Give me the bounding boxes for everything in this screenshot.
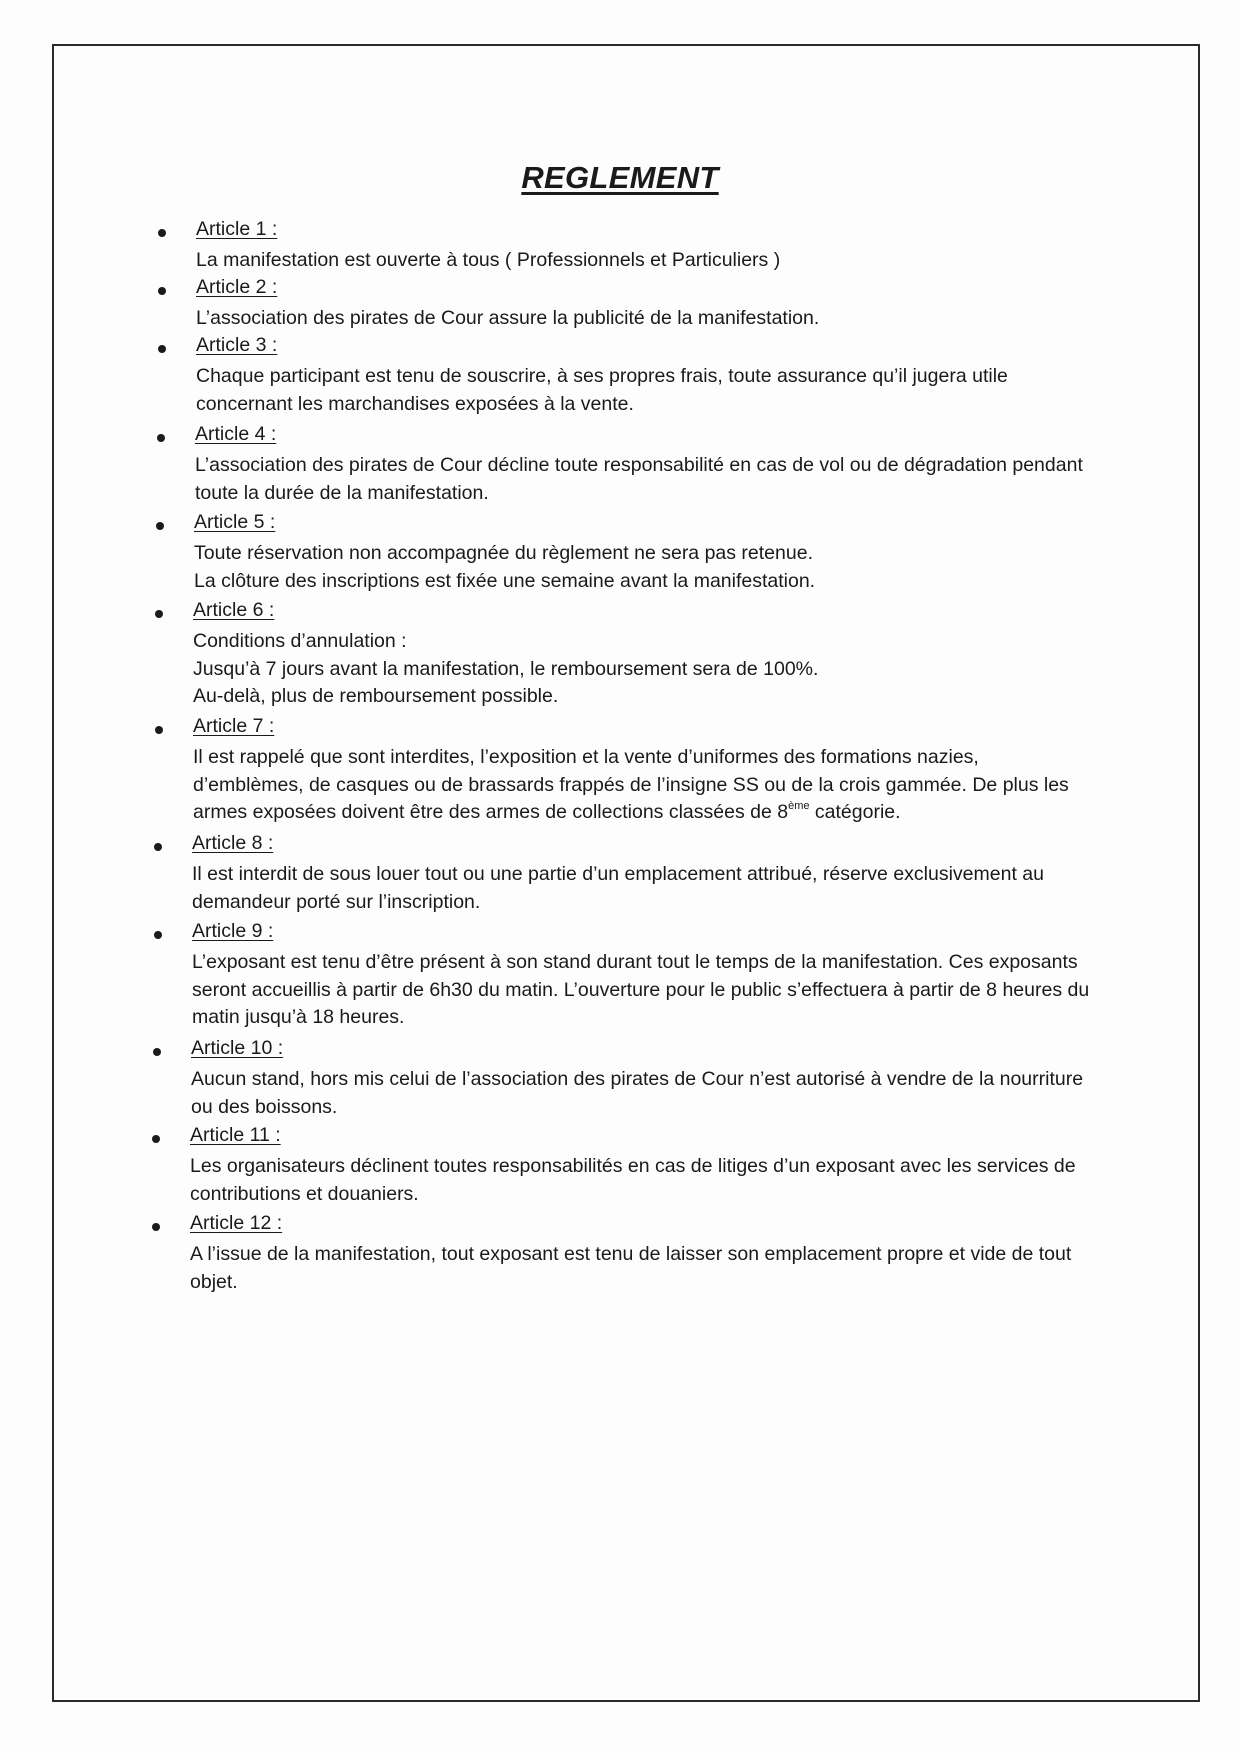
article-text-line: armes exposées doivent être des armes de collections classées de 8ème catégorie. bbox=[193, 799, 901, 823]
article-text-line: Jusqu’à 7 jours avant la manifestation, le remboursement sera de 100%. bbox=[193, 657, 819, 680]
article-heading: Article 1 : bbox=[196, 218, 278, 240]
bullet-icon bbox=[153, 1048, 161, 1056]
article-heading: Article 3 : bbox=[196, 334, 278, 356]
bullet-icon bbox=[152, 1223, 160, 1231]
article-text-line: toute la durée de la manifestation. bbox=[195, 481, 489, 504]
bullet-icon bbox=[154, 931, 162, 939]
article-text-line: matin jusqu’à 18 heures. bbox=[192, 1006, 405, 1028]
article-text-line: Aucun stand, hors mis celui de l’association des pirates de Cour n’est autorisé à vendre de la nourriture bbox=[191, 1068, 1084, 1090]
article-heading: Article 4 : bbox=[195, 423, 277, 445]
article-text-line: Il est interdit de sous louer tout ou une partie d’un emplacement attribué, réserve exclusivement au bbox=[192, 863, 1044, 885]
bullet-icon bbox=[152, 1135, 160, 1143]
article-text-line: L’exposant est tenu d’être présent à son stand durant tout le temps de la manifestation. Ces exposants bbox=[192, 951, 1078, 973]
article-heading: Article 12 : bbox=[190, 1212, 283, 1234]
bullet-icon bbox=[154, 843, 162, 851]
article-text-line: La clôture des inscriptions est fixée une semaine avant la manifestation. bbox=[194, 569, 816, 592]
article-text-line: La manifestation est ouverte à tous ( Professionnels et Particuliers ) bbox=[196, 249, 781, 271]
article-text-line: d’emblèmes, de casques ou de brassards frappés de l’insigne SS ou de la crois gammée. De plus les bbox=[193, 773, 1069, 796]
article-text-line: seront accueillis à partir de 6h30 du matin. L’ouverture pour le public s’effectuera à partir de 8 heures du bbox=[192, 978, 1090, 1001]
article-text-line: L’association des pirates de Cour décline toute responsabilité en cas de vol ou de dégradation pendant bbox=[195, 454, 1083, 476]
bullet-icon bbox=[156, 522, 164, 530]
article-heading: Article 6 : bbox=[193, 599, 275, 621]
article-heading: Article 9 : bbox=[192, 920, 274, 942]
article-text-line: L’association des pirates de Cour assure la publicité de la manifestation. bbox=[196, 307, 820, 329]
bullet-icon bbox=[158, 345, 166, 353]
article-text-line: A l’issue de la manifestation, tout exposant est tenu de laisser son emplacement propre et vide de tout bbox=[190, 1243, 1072, 1265]
bullet-icon bbox=[158, 287, 166, 295]
article-heading: Article 5 : bbox=[194, 511, 276, 533]
article-text-line: contributions et douaniers. bbox=[190, 1182, 419, 1205]
article-text-line: Toute réservation non accompagnée du règlement ne sera pas retenue. bbox=[194, 542, 813, 564]
article-heading: Article 11 : bbox=[190, 1124, 281, 1146]
article-text-line: Au-delà, plus de remboursement possible. bbox=[193, 685, 559, 707]
bullet-icon bbox=[155, 610, 163, 618]
article-heading: Article 7 : bbox=[193, 715, 275, 737]
article-text-line: Il est rappelé que sont interdites, l’exposition et la vente d’uniformes des formations nazies, bbox=[193, 746, 979, 768]
ordinal-superscript: ème bbox=[788, 799, 810, 812]
article-text-line: objet. bbox=[190, 1270, 238, 1293]
article-text-line: demandeur porté sur l’inscription. bbox=[192, 890, 481, 913]
bullet-icon bbox=[155, 726, 163, 734]
article-heading: Article 8 : bbox=[192, 832, 274, 854]
article-text-line: Conditions d’annulation : bbox=[193, 630, 407, 652]
article-text-line: ou des boissons. bbox=[191, 1095, 338, 1118]
article-text-line: Chaque participant est tenu de souscrire, à ses propres frais, toute assurance qu’il jugera utile bbox=[196, 365, 1008, 387]
document-title: REGLEMENT bbox=[521, 160, 719, 195]
article-heading: Article 2 : bbox=[196, 276, 278, 298]
article-text-line: concernant les marchandises exposées à la vente. bbox=[196, 392, 634, 415]
bullet-icon bbox=[157, 434, 165, 442]
article-text-line: Les organisateurs déclinent toutes responsabilités en cas de litiges d’un exposant avec les services de bbox=[190, 1155, 1076, 1177]
article-heading: Article 10 : bbox=[191, 1037, 284, 1059]
bullet-icon bbox=[158, 229, 166, 237]
